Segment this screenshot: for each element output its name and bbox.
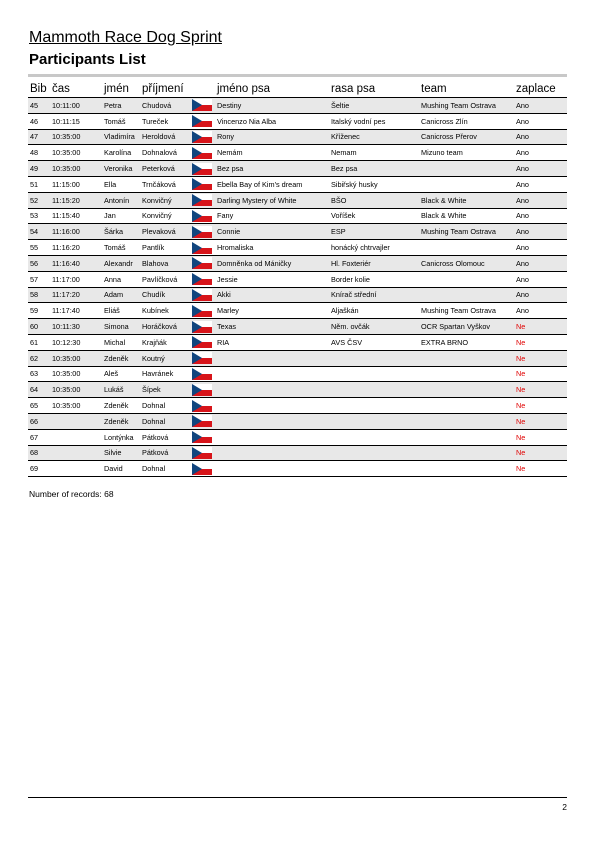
time-cell: 10:35:00 [50,350,102,366]
paid-cell: Ne [514,413,567,429]
bib-cell: 48 [28,145,50,161]
team-cell [419,461,514,477]
flag-cell [190,461,215,477]
flag-cell [190,445,215,461]
paid-cell: Ano [514,113,567,129]
paid-cell: Ne [514,398,567,414]
dog-name-cell: Rony [215,129,329,145]
table-row [28,413,567,429]
last-name-cell: Plevaková [140,224,190,240]
first-name-cell: Ella [102,176,140,192]
last-name-cell: Konvičný [140,208,190,224]
bib-cell: 54 [28,224,50,240]
time-cell: 11:17:40 [50,303,102,319]
flag-cell [190,319,215,335]
first-name-cell: Alexandr [102,255,140,271]
last-name-cell: Krajňák [140,334,190,350]
first-name-cell: Tomáš [102,240,140,256]
flag-cell [190,224,215,240]
paid-cell: Ne [514,461,567,477]
participants-table [28,80,567,477]
first-name-cell: Šárka [102,224,140,240]
paid-cell: Ano [514,98,567,114]
first-name-cell: Petra [102,98,140,114]
flag-cell [190,113,215,129]
czech-flag-icon [192,273,212,285]
last-name-cell: Kubínek [140,303,190,319]
last-name-cell: Pátková [140,445,190,461]
dog-name-cell: Hromaliska [215,240,329,256]
team-cell: EXTRA BRNO [419,334,514,350]
dog-name-cell: Ebella Bay of Kim's dream [215,176,329,192]
flag-cell [190,271,215,287]
dog-name-cell [215,350,329,366]
czech-flag-icon [192,226,212,238]
time-cell: 10:35:00 [50,382,102,398]
bib-cell: 60 [28,319,50,335]
footer-divider [28,797,567,798]
last-name-cell: Dohnal [140,398,190,414]
paid-cell: Ano [514,271,567,287]
first-name-cell: Veronika [102,161,140,177]
paid-cell: Ne [514,382,567,398]
dog-breed-cell: ESP [329,224,419,240]
table-row [28,334,567,350]
table-row [28,382,567,398]
dog-breed-cell: Kříženec [329,129,419,145]
table-row [28,224,567,240]
czech-flag-icon [192,321,212,333]
paid-cell: Ano [514,240,567,256]
dog-name-cell: RIA [215,334,329,350]
column-header-time: čas [50,80,102,98]
first-name-cell: Aleš [102,366,140,382]
paid-cell: Ne [514,366,567,382]
team-cell [419,413,514,429]
czech-flag-icon [192,336,212,348]
flag-cell [190,350,215,366]
paid-cell: Ano [514,161,567,177]
time-cell: 11:15:00 [50,176,102,192]
column-header-bib: Bib [28,80,50,98]
team-cell [419,161,514,177]
column-header-first-name: jmén [102,80,140,98]
first-name-cell: Antonín [102,192,140,208]
table-row [28,113,567,129]
dog-name-cell: Jessie [215,271,329,287]
first-name-cell: David [102,461,140,477]
document-title: Mammoth Race Dog Sprint [29,29,222,46]
dog-breed-cell [329,398,419,414]
flag-cell [190,287,215,303]
time-cell: 11:16:00 [50,224,102,240]
table-row [28,255,567,271]
table-row [28,461,567,477]
bib-cell: 55 [28,240,50,256]
table-row [28,192,567,208]
team-cell: OCR Spartan Vyškov [419,319,514,335]
time-cell [50,413,102,429]
dog-name-cell: Nemám [215,145,329,161]
first-name-cell: Adam [102,287,140,303]
bib-cell: 56 [28,255,50,271]
dog-breed-cell [329,413,419,429]
czech-flag-icon [192,242,212,254]
dog-breed-cell: Šeltie [329,98,419,114]
last-name-cell: Chudová [140,98,190,114]
bib-cell: 47 [28,129,50,145]
time-cell: 10:11:15 [50,113,102,129]
dog-name-cell [215,461,329,477]
time-cell: 11:16:20 [50,240,102,256]
flag-cell [190,334,215,350]
table-row [28,350,567,366]
first-name-cell: Anna [102,271,140,287]
table-row [28,429,567,445]
team-cell: Canicross Zlín [419,113,514,129]
first-name-cell: Zdeněk [102,350,140,366]
flag-cell [190,129,215,145]
table-row [28,129,567,145]
first-name-cell: Silvie [102,445,140,461]
time-cell: 10:12:30 [50,334,102,350]
first-name-cell: Simona [102,319,140,335]
flag-cell [190,255,215,271]
flag-cell [190,366,215,382]
last-name-cell: Horáčková [140,319,190,335]
team-cell [419,398,514,414]
last-name-cell: Pavlíčková [140,271,190,287]
dog-name-cell: Bez psa [215,161,329,177]
dog-name-cell: Fany [215,208,329,224]
table-row [28,176,567,192]
time-cell: 11:15:40 [50,208,102,224]
czech-flag-icon [192,131,212,143]
czech-flag-icon [192,368,212,380]
flag-cell [190,303,215,319]
column-header-flag [190,80,215,98]
dog-breed-cell [329,366,419,382]
czech-flag-icon [192,194,212,206]
column-header-dog-breed: rasa psa [329,80,419,98]
flag-cell [190,208,215,224]
dog-breed-cell: AVS ČSV [329,334,419,350]
dog-name-cell [215,429,329,445]
czech-flag-icon [192,210,212,222]
last-name-cell: Havránek [140,366,190,382]
dog-breed-cell: Border kolie [329,271,419,287]
czech-flag-icon [192,163,212,175]
team-cell [419,350,514,366]
bib-cell: 58 [28,287,50,303]
team-cell [419,271,514,287]
bib-cell: 64 [28,382,50,398]
bib-cell: 46 [28,113,50,129]
bib-cell: 61 [28,334,50,350]
dog-name-cell [215,398,329,414]
team-cell [419,240,514,256]
paid-cell: Ne [514,319,567,335]
first-name-cell: Michal [102,334,140,350]
team-cell: Mizuno team [419,145,514,161]
last-name-cell: Dohnal [140,461,190,477]
time-cell: 11:16:40 [50,255,102,271]
paid-cell: Ne [514,445,567,461]
team-cell: Black & White [419,208,514,224]
dog-breed-cell: Voříšek [329,208,419,224]
dog-breed-cell [329,445,419,461]
time-cell: 10:35:00 [50,398,102,414]
table-row [28,240,567,256]
dog-breed-cell: honácký chtrvajler [329,240,419,256]
paid-cell: Ano [514,192,567,208]
last-name-cell: Dohnalová [140,145,190,161]
bib-cell: 69 [28,461,50,477]
first-name-cell: Eliáš [102,303,140,319]
table-row [28,161,567,177]
bib-cell: 45 [28,98,50,114]
dog-name-cell [215,413,329,429]
dog-name-cell: Marley [215,303,329,319]
table-body [28,98,567,477]
time-cell: 10:35:00 [50,129,102,145]
time-cell: 11:17:20 [50,287,102,303]
table-row [28,98,567,114]
dog-breed-cell: Italský vodní pes [329,113,419,129]
bib-cell: 65 [28,398,50,414]
table-row [28,208,567,224]
bib-cell: 67 [28,429,50,445]
dog-name-cell [215,382,329,398]
last-name-cell: Peterková [140,161,190,177]
first-name-cell: Jan [102,208,140,224]
czech-flag-icon [192,415,212,427]
paid-cell: Ano [514,255,567,271]
time-cell: 10:35:00 [50,161,102,177]
first-name-cell: Zdeněk [102,413,140,429]
flag-cell [190,192,215,208]
czech-flag-icon [192,289,212,301]
flag-cell [190,161,215,177]
czech-flag-icon [192,147,212,159]
paid-cell: Ne [514,429,567,445]
paid-cell: Ano [514,287,567,303]
czech-flag-icon [192,400,212,412]
team-cell: Mushing Team Ostrava [419,98,514,114]
dog-name-cell: Darling Mystery of White [215,192,329,208]
dog-breed-cell [329,461,419,477]
dog-breed-cell: Knírač střední [329,287,419,303]
team-cell: Mushing Team Ostrava [419,303,514,319]
column-header-paid: zaplace [514,80,567,98]
dog-breed-cell [329,429,419,445]
time-cell [50,461,102,477]
czech-flag-icon [192,352,212,364]
first-name-cell: Zdeněk [102,398,140,414]
table-row [28,303,567,319]
first-name-cell: Karolína [102,145,140,161]
bib-cell: 53 [28,208,50,224]
last-name-cell: Dohnal [140,413,190,429]
dog-breed-cell: Aljaškán [329,303,419,319]
last-name-cell: Heroldová [140,129,190,145]
column-header-dog-name: jméno psa [215,80,329,98]
flag-cell [190,413,215,429]
czech-flag-icon [192,447,212,459]
dog-breed-cell: BŠO [329,192,419,208]
time-cell [50,445,102,461]
time-cell: 10:11:00 [50,98,102,114]
czech-flag-icon [192,115,212,127]
flag-cell [190,429,215,445]
team-cell: Mushing Team Ostrava [419,224,514,240]
table-header-row [28,80,567,98]
header-divider [28,74,567,77]
last-name-cell: Chudík [140,287,190,303]
flag-cell [190,382,215,398]
bib-cell: 62 [28,350,50,366]
team-cell [419,445,514,461]
table-row [28,366,567,382]
czech-flag-icon [192,178,212,190]
document-subtitle: Participants List [29,51,146,68]
czech-flag-icon [192,305,212,317]
last-name-cell: Pátková [140,429,190,445]
page-number: 2 [562,802,567,812]
last-name-cell: Pantlík [140,240,190,256]
table-row [28,319,567,335]
dog-name-cell: Destiny [215,98,329,114]
time-cell: 10:35:00 [50,145,102,161]
flag-cell [190,240,215,256]
team-cell: Black & White [419,192,514,208]
paid-cell: Ano [514,145,567,161]
bib-cell: 57 [28,271,50,287]
paid-cell: Ano [514,303,567,319]
paid-cell: Ano [514,176,567,192]
team-cell [419,429,514,445]
team-cell [419,382,514,398]
table-row [28,445,567,461]
flag-cell [190,98,215,114]
table-row [28,287,567,303]
team-cell [419,176,514,192]
table-row [28,145,567,161]
last-name-cell: Koutný [140,350,190,366]
first-name-cell: Lukáš [102,382,140,398]
time-cell [50,429,102,445]
bib-cell: 51 [28,176,50,192]
dog-breed-cell [329,350,419,366]
team-cell [419,366,514,382]
dog-breed-cell: Sibiřský husky [329,176,419,192]
paid-cell: Ano [514,208,567,224]
dog-name-cell: Akki [215,287,329,303]
first-name-cell: Lontýnka [102,429,140,445]
dog-breed-cell: Hl. Foxteriér [329,255,419,271]
last-name-cell: Blahova [140,255,190,271]
bib-cell: 49 [28,161,50,177]
paid-cell: Ano [514,224,567,240]
column-header-last-name: příjmení [140,80,190,98]
bib-cell: 66 [28,413,50,429]
dog-name-cell: Domněnka od Máničky [215,255,329,271]
team-cell: Canicross Přerov [419,129,514,145]
first-name-cell: Tomáš [102,113,140,129]
record-count: Number of records: 68 [29,489,114,499]
czech-flag-icon [192,257,212,269]
paid-cell: Ne [514,334,567,350]
bib-cell: 52 [28,192,50,208]
dog-name-cell [215,445,329,461]
flag-cell [190,145,215,161]
czech-flag-icon [192,463,212,475]
dog-breed-cell: Nemam [329,145,419,161]
dog-name-cell: Vincenzo Nia Alba [215,113,329,129]
dog-breed-cell: Bez psa [329,161,419,177]
bib-cell: 59 [28,303,50,319]
bib-cell: 68 [28,445,50,461]
dog-name-cell: Texas [215,319,329,335]
czech-flag-icon [192,384,212,396]
dog-name-cell: Connie [215,224,329,240]
paid-cell: Ano [514,129,567,145]
time-cell: 10:11:30 [50,319,102,335]
first-name-cell: Vladimíra [102,129,140,145]
last-name-cell: Šípek [140,382,190,398]
table-row [28,271,567,287]
flag-cell [190,176,215,192]
time-cell: 11:15:20 [50,192,102,208]
last-name-cell: Konvičný [140,192,190,208]
flag-cell [190,398,215,414]
time-cell: 11:17:00 [50,271,102,287]
team-cell [419,287,514,303]
team-cell: Canicross Olomouc [419,255,514,271]
time-cell: 10:35:00 [50,366,102,382]
paid-cell: Ne [514,350,567,366]
bib-cell: 63 [28,366,50,382]
czech-flag-icon [192,99,212,111]
last-name-cell: Trnčáková [140,176,190,192]
czech-flag-icon [192,431,212,443]
dog-name-cell [215,366,329,382]
last-name-cell: Tureček [140,113,190,129]
dog-breed-cell [329,382,419,398]
dog-breed-cell: Něm. ovčák [329,319,419,335]
column-header-team: team [419,80,514,98]
table-row [28,398,567,414]
